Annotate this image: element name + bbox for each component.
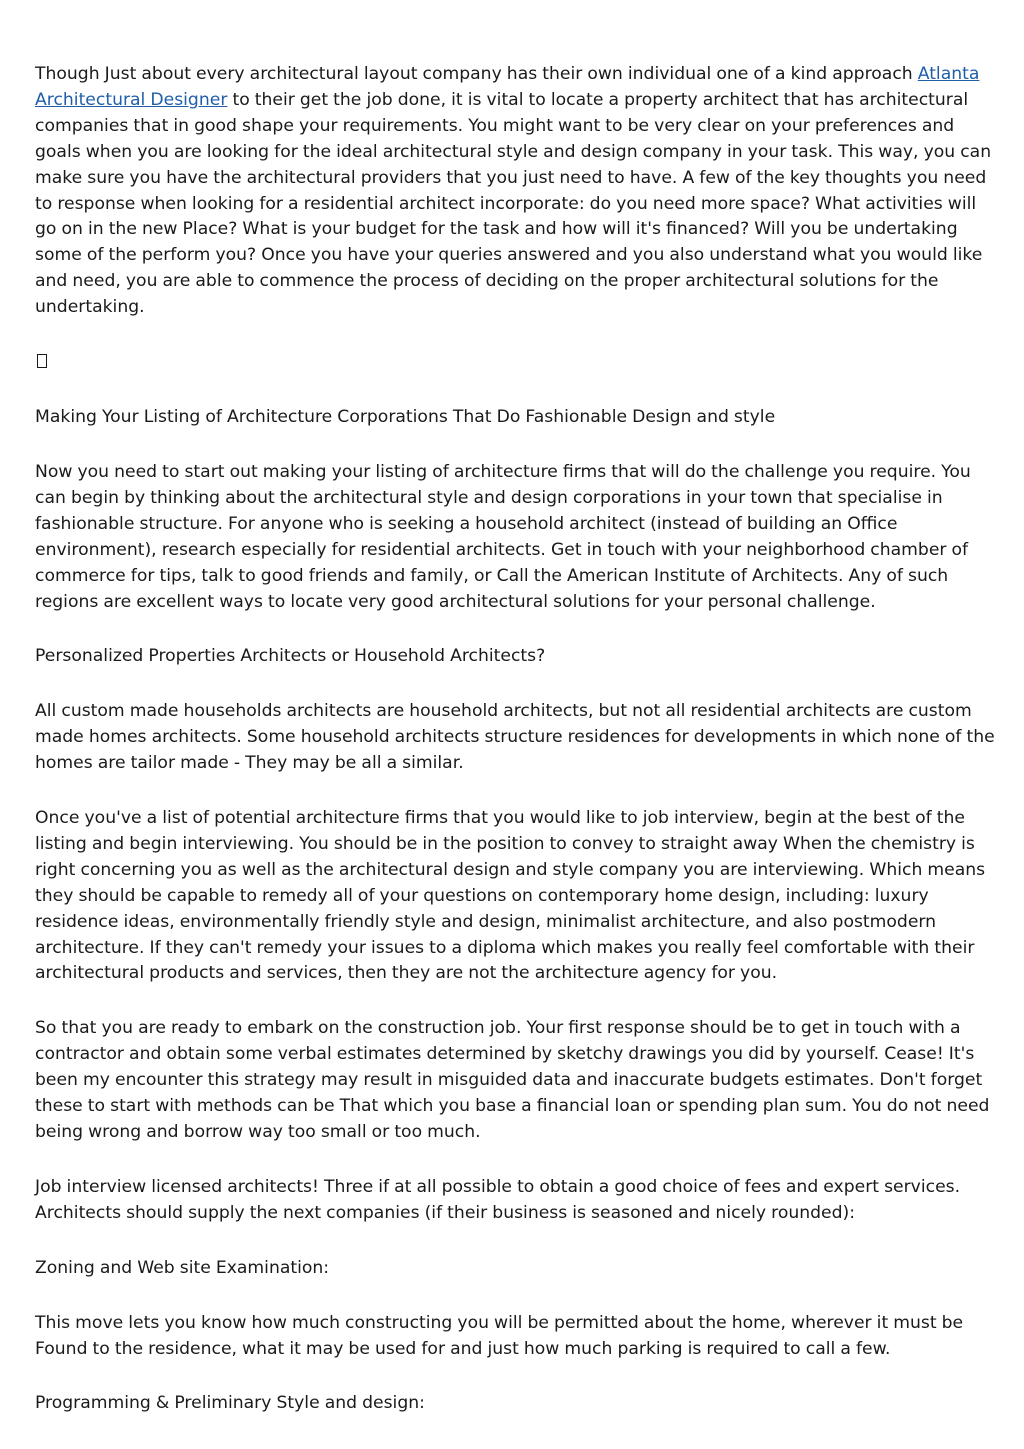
intro-text-after-link: to their get the job done, it is vital to locate a property architect that has architectural companies that in good shape your requirements. You might want to be very clear on your preferences and goals when you are looking for the ideal architectural style and design company in your task. This way, you can make sure you have the architectural providers that you just need to have. A few of the key thoughts you need to response when looking for a residential architect incorporate: do you need more space? What activities will go on in the new Place? What is your budget for the task and how will it's financed? Will you be undertaking some of the perform you? Once you have your queries answered and you also understand what you would like and need, you are able to commence the process of deciding on the proper architectural solutions for the undertaking. [35, 89, 992, 318]
paragraph-interviewing: Once you've a list of potential architecture firms that you would like to job interview, begin at the best of the listing and begin interviewing. You should be in the position to convey to straight away When the chemistry is right concerning you as well as the architectural design and style company you are interviewing. Which means they should be capable to remedy all of your questions on contemporary home design, including: luxury residence ideas, environmentally friendly style and design, minimalist architecture, and also postmodern architecture. If they can't remedy your issues to a diploma which makes you really feel comfortable with their architectural products and services, then they are not the architecture agency for you. [35, 808, 986, 984]
atlanta-architectural-designer-link[interactable]: Atlanta Architectural Designer [35, 64, 980, 110]
paragraph-construction-job: So that you are ready to embark on the construction job. Your first response should be to get in touch with a contractor and obtain some verbal estimates determined by sketchy drawings you did by yourself. Cease! It's been my encounter this strategy may result in misguided data and inaccurate budgets estimates. Don't forget these to start with methods can be That which you base a financial loan or spending plan sum. You do not need being wrong and borrow way too small or too much. [35, 1018, 990, 1142]
missing-glyph-icon [37, 354, 47, 368]
section-heading-zoning: Zoning and Web site Examination: [35, 1257, 330, 1278]
section-heading-custom-vs-residential: Personalized Properties Architects or Household Architects? [35, 646, 546, 667]
section-heading-modern-design: Making Your Listing of Architecture Corporations That Do Fashionable Design and style [35, 407, 776, 428]
intro-paragraph [35, 62, 995, 321]
paragraph-zoning: This move lets you know how much constructing you will be permitted about the home, wherever it must be Found to the residence, what it may be used for and just how much parking is required to call a few. [35, 1312, 964, 1359]
placeholder-glyph-paragraph [35, 350, 995, 376]
paragraph-firm-listing: Now you need to start out making your listing of architecture firms that will do the challenge you require. You can begin by thinking about the architectural style and design corporations in your town that specialise in fashionable structure. For anyone who is seeking a household architect (instead of building an Office environment), research especially for residential architects. Get in touch with your neighborhood chamber of commerce for tips, talk to good friends and family, or Call the American Institute of Architects. Any of such regions are excellent ways to locate very good architectural solutions for your personal challenge. [35, 461, 971, 612]
section-heading-programming: Programming & Preliminary Style and design: [35, 1393, 425, 1414]
intro-text-before-link: Though Just about every architectural layout company has their own individual one of a kind approach [35, 64, 918, 84]
paragraph-custom-homes: All custom made households architects are household architects, but not all residential architects are custom made homes architects. Some household architects structure residences for developments in which none of the homes are tailor made - They may be all a similar. [35, 701, 995, 774]
document-body [35, 62, 995, 1446]
paragraph-licensed-architects: Job interview licensed architects! Three if at all possible to obtain a good choice of fees and expert services. Architects should supply the next companies (if their business is seasoned and nicely rounded): [35, 1176, 961, 1223]
